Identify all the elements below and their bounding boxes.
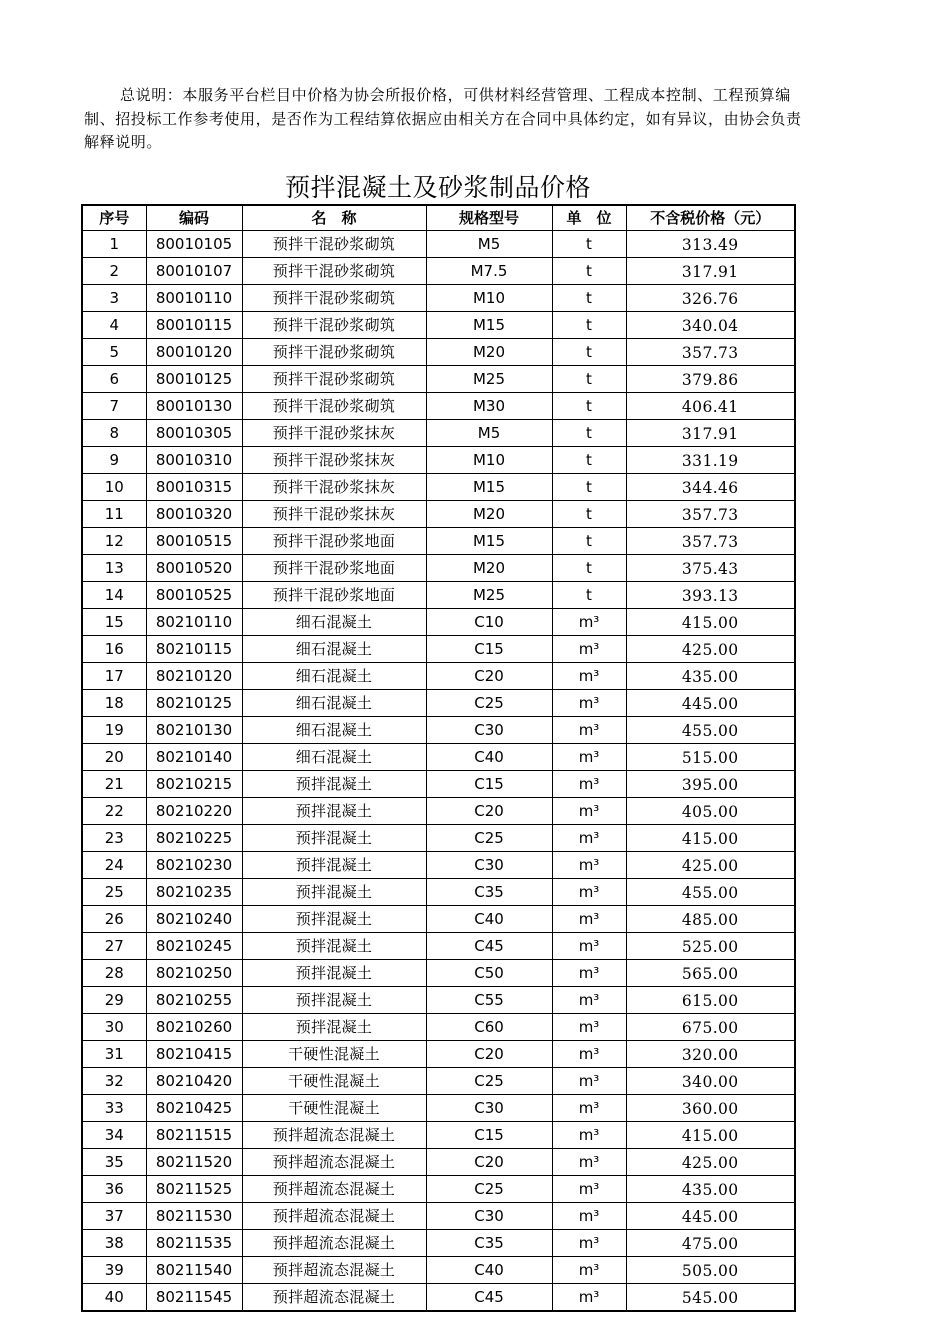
header-spec: 规格型号 xyxy=(426,205,552,231)
cell-name: 预拌干混砂浆抹灰 xyxy=(242,447,426,474)
cell-spec: M20 xyxy=(426,555,552,582)
cell-price: 415.00 xyxy=(626,1122,795,1149)
cell-name: 预拌干混砂浆砌筑 xyxy=(242,366,426,393)
cell-name: 预拌干混砂浆地面 xyxy=(242,555,426,582)
cell-no: 1 xyxy=(82,231,146,258)
cell-spec: C30 xyxy=(426,1203,552,1230)
cell-name: 预拌干混砂浆地面 xyxy=(242,528,426,555)
cell-unit: m³ xyxy=(552,906,626,933)
cell-unit: m³ xyxy=(552,879,626,906)
cell-spec: C25 xyxy=(426,825,552,852)
cell-unit: m³ xyxy=(552,663,626,690)
table-row xyxy=(82,258,795,285)
cell-no: 25 xyxy=(82,879,146,906)
cell-code: 80210220 xyxy=(146,798,242,825)
cell-code: 80210140 xyxy=(146,744,242,771)
cell-name: 干硬性混凝土 xyxy=(242,1095,426,1122)
cell-unit: t xyxy=(552,501,626,528)
table-row xyxy=(82,825,795,852)
header-unit: 单 位 xyxy=(552,205,626,231)
cell-no: 36 xyxy=(82,1176,146,1203)
cell-unit: m³ xyxy=(552,1122,626,1149)
cell-no: 7 xyxy=(82,393,146,420)
cell-name: 预拌超流态混凝土 xyxy=(242,1149,426,1176)
cell-price: 331.19 xyxy=(626,447,795,474)
cell-price: 317.91 xyxy=(626,420,795,447)
cell-no: 38 xyxy=(82,1230,146,1257)
header-no: 序号 xyxy=(82,205,146,231)
table-row xyxy=(82,1149,795,1176)
cell-unit: t xyxy=(552,582,626,609)
cell-no: 15 xyxy=(82,609,146,636)
cell-no: 18 xyxy=(82,690,146,717)
cell-spec: C50 xyxy=(426,960,552,987)
cell-spec: M25 xyxy=(426,582,552,609)
cell-no: 19 xyxy=(82,717,146,744)
cell-name: 预拌干混砂浆砌筑 xyxy=(242,285,426,312)
cell-code: 80210240 xyxy=(146,906,242,933)
cell-no: 34 xyxy=(82,1122,146,1149)
cell-price: 425.00 xyxy=(626,636,795,663)
cell-spec: C60 xyxy=(426,1014,552,1041)
table-row xyxy=(82,906,795,933)
cell-price: 435.00 xyxy=(626,1176,795,1203)
table-row xyxy=(82,1095,795,1122)
cell-spec: C40 xyxy=(426,744,552,771)
cell-unit: t xyxy=(552,312,626,339)
cell-price: 525.00 xyxy=(626,933,795,960)
header-code: 编码 xyxy=(146,205,242,231)
cell-name: 细石混凝土 xyxy=(242,717,426,744)
cell-code: 80211530 xyxy=(146,1203,242,1230)
cell-no: 11 xyxy=(82,501,146,528)
cell-code: 80010515 xyxy=(146,528,242,555)
cell-no: 10 xyxy=(82,474,146,501)
cell-price: 505.00 xyxy=(626,1257,795,1284)
cell-name: 预拌混凝土 xyxy=(242,933,426,960)
cell-price: 340.00 xyxy=(626,1068,795,1095)
header-price: 不含税价格（元） xyxy=(626,205,795,231)
cell-no: 24 xyxy=(82,852,146,879)
cell-price: 415.00 xyxy=(626,609,795,636)
cell-name: 干硬性混凝土 xyxy=(242,1041,426,1068)
cell-unit: m³ xyxy=(552,960,626,987)
cell-no: 12 xyxy=(82,528,146,555)
cell-spec: C20 xyxy=(426,798,552,825)
cell-name: 预拌超流态混凝土 xyxy=(242,1284,426,1312)
cell-spec: M30 xyxy=(426,393,552,420)
cell-name: 细石混凝土 xyxy=(242,663,426,690)
cell-price: 360.00 xyxy=(626,1095,795,1122)
cell-no: 23 xyxy=(82,825,146,852)
cell-no: 26 xyxy=(82,906,146,933)
cell-code: 80010105 xyxy=(146,231,242,258)
cell-code: 80210215 xyxy=(146,771,242,798)
cell-unit: m³ xyxy=(552,1095,626,1122)
cell-name: 预拌干混砂浆抹灰 xyxy=(242,420,426,447)
cell-price: 320.00 xyxy=(626,1041,795,1068)
cell-code: 80210130 xyxy=(146,717,242,744)
cell-spec: C30 xyxy=(426,1095,552,1122)
cell-unit: m³ xyxy=(552,1041,626,1068)
cell-no: 9 xyxy=(82,447,146,474)
cell-name: 预拌超流态混凝土 xyxy=(242,1203,426,1230)
cell-name: 预拌超流态混凝土 xyxy=(242,1257,426,1284)
cell-unit: t xyxy=(552,474,626,501)
cell-spec: C40 xyxy=(426,1257,552,1284)
cell-unit: m³ xyxy=(552,771,626,798)
cell-spec: C25 xyxy=(426,690,552,717)
cell-spec: C35 xyxy=(426,879,552,906)
cell-code: 80010125 xyxy=(146,366,242,393)
cell-no: 32 xyxy=(82,1068,146,1095)
cell-code: 80010130 xyxy=(146,393,242,420)
cell-code: 80010525 xyxy=(146,582,242,609)
cell-no: 14 xyxy=(82,582,146,609)
cell-spec: M10 xyxy=(426,285,552,312)
cell-spec: C40 xyxy=(426,906,552,933)
cell-no: 6 xyxy=(82,366,146,393)
cell-price: 515.00 xyxy=(626,744,795,771)
cell-price: 344.46 xyxy=(626,474,795,501)
cell-code: 80210110 xyxy=(146,609,242,636)
cell-name: 预拌干混砂浆砌筑 xyxy=(242,312,426,339)
table-row xyxy=(82,447,795,474)
cell-name: 预拌干混砂浆砌筑 xyxy=(242,231,426,258)
header-name: 名 称 xyxy=(242,205,426,231)
table-row xyxy=(82,852,795,879)
cell-unit: m³ xyxy=(552,987,626,1014)
table-row xyxy=(82,987,795,1014)
cell-unit: m³ xyxy=(552,1257,626,1284)
cell-spec: M20 xyxy=(426,339,552,366)
cell-unit: t xyxy=(552,339,626,366)
cell-price: 393.13 xyxy=(626,582,795,609)
table-row xyxy=(82,933,795,960)
general-note: 总说明：本服务平台栏目中价格为协会所报价格，可供材料经营管理、工程成本控制、工程预算编制、招投标工作参考使用，是否作为工程结算依据应由相关方在合同中具体约定，如有异议，由协会负责解释说明。 xyxy=(84,86,802,151)
table-row xyxy=(82,366,795,393)
table-row xyxy=(82,771,795,798)
cell-spec: M10 xyxy=(426,447,552,474)
cell-no: 21 xyxy=(82,771,146,798)
cell-code: 80210235 xyxy=(146,879,242,906)
cell-code: 80010320 xyxy=(146,501,242,528)
table-row xyxy=(82,798,795,825)
cell-unit: t xyxy=(552,285,626,312)
table-row xyxy=(82,528,795,555)
cell-name: 预拌干混砂浆砌筑 xyxy=(242,258,426,285)
cell-unit: t xyxy=(552,555,626,582)
cell-price: 375.43 xyxy=(626,555,795,582)
cell-code: 80210250 xyxy=(146,960,242,987)
cell-price: 326.76 xyxy=(626,285,795,312)
cell-name: 预拌干混砂浆砌筑 xyxy=(242,393,426,420)
cell-name: 预拌混凝土 xyxy=(242,987,426,1014)
cell-no: 33 xyxy=(82,1095,146,1122)
cell-spec: C15 xyxy=(426,1122,552,1149)
table-row xyxy=(82,690,795,717)
cell-price: 425.00 xyxy=(626,852,795,879)
cell-code: 80010110 xyxy=(146,285,242,312)
cell-price: 415.00 xyxy=(626,825,795,852)
cell-name: 预拌混凝土 xyxy=(242,960,426,987)
table-row xyxy=(82,339,795,366)
table-row xyxy=(82,285,795,312)
cell-no: 17 xyxy=(82,663,146,690)
cell-code: 80211520 xyxy=(146,1149,242,1176)
cell-code: 80010520 xyxy=(146,555,242,582)
cell-code: 80210115 xyxy=(146,636,242,663)
cell-no: 4 xyxy=(82,312,146,339)
price-table xyxy=(81,204,796,1312)
cell-unit: m³ xyxy=(552,636,626,663)
cell-no: 16 xyxy=(82,636,146,663)
cell-price: 675.00 xyxy=(626,1014,795,1041)
cell-unit: m³ xyxy=(552,852,626,879)
cell-name: 细石混凝土 xyxy=(242,636,426,663)
cell-unit: m³ xyxy=(552,1230,626,1257)
table-row xyxy=(82,609,795,636)
cell-price: 357.73 xyxy=(626,339,795,366)
cell-spec: C20 xyxy=(426,1149,552,1176)
cell-unit: m³ xyxy=(552,1149,626,1176)
table-row xyxy=(82,1176,795,1203)
table-row xyxy=(82,1068,795,1095)
cell-code: 80210255 xyxy=(146,987,242,1014)
cell-no: 40 xyxy=(82,1284,146,1312)
cell-code: 80210125 xyxy=(146,690,242,717)
cell-code: 80211540 xyxy=(146,1257,242,1284)
cell-unit: m³ xyxy=(552,825,626,852)
cell-price: 357.73 xyxy=(626,501,795,528)
cell-spec: M5 xyxy=(426,420,552,447)
cell-no: 5 xyxy=(82,339,146,366)
cell-price: 545.00 xyxy=(626,1284,795,1312)
cell-code: 80210225 xyxy=(146,825,242,852)
cell-unit: m³ xyxy=(552,1068,626,1095)
table-row xyxy=(82,960,795,987)
cell-spec: M15 xyxy=(426,474,552,501)
cell-name: 细石混凝土 xyxy=(242,690,426,717)
table-row xyxy=(82,1230,795,1257)
cell-unit: m³ xyxy=(552,1284,626,1312)
cell-name: 干硬性混凝土 xyxy=(242,1068,426,1095)
cell-spec: C15 xyxy=(426,771,552,798)
cell-code: 80211525 xyxy=(146,1176,242,1203)
table-row xyxy=(82,1122,795,1149)
cell-price: 313.49 xyxy=(626,231,795,258)
cell-code: 80210420 xyxy=(146,1068,242,1095)
cell-name: 预拌干混砂浆地面 xyxy=(242,582,426,609)
table-row xyxy=(82,231,795,258)
cell-no: 3 xyxy=(82,285,146,312)
cell-code: 80010120 xyxy=(146,339,242,366)
cell-no: 39 xyxy=(82,1257,146,1284)
cell-unit: m³ xyxy=(552,717,626,744)
table-row xyxy=(82,1284,795,1312)
table-row xyxy=(82,636,795,663)
cell-no: 29 xyxy=(82,987,146,1014)
cell-unit: t xyxy=(552,393,626,420)
cell-price: 445.00 xyxy=(626,1203,795,1230)
cell-price: 565.00 xyxy=(626,960,795,987)
cell-price: 357.73 xyxy=(626,528,795,555)
cell-name: 预拌混凝土 xyxy=(242,798,426,825)
cell-price: 405.00 xyxy=(626,798,795,825)
cell-code: 80211545 xyxy=(146,1284,242,1312)
cell-name: 预拌干混砂浆砌筑 xyxy=(242,339,426,366)
cell-price: 406.41 xyxy=(626,393,795,420)
cell-name: 预拌超流态混凝土 xyxy=(242,1122,426,1149)
cell-unit: m³ xyxy=(552,1014,626,1041)
cell-name: 预拌干混砂浆抹灰 xyxy=(242,501,426,528)
cell-code: 80210415 xyxy=(146,1041,242,1068)
table-header-row xyxy=(82,205,795,231)
table-row xyxy=(82,474,795,501)
cell-price: 475.00 xyxy=(626,1230,795,1257)
cell-price: 340.04 xyxy=(626,312,795,339)
page-title: 预拌混凝土及砂浆制品价格 xyxy=(284,173,591,202)
cell-name: 细石混凝土 xyxy=(242,609,426,636)
cell-unit: m³ xyxy=(552,933,626,960)
cell-name: 预拌混凝土 xyxy=(242,1014,426,1041)
cell-no: 30 xyxy=(82,1014,146,1041)
cell-spec: M7.5 xyxy=(426,258,552,285)
cell-name: 预拌混凝土 xyxy=(242,879,426,906)
cell-spec: M15 xyxy=(426,528,552,555)
table-row xyxy=(82,1014,795,1041)
cell-spec: C20 xyxy=(426,1041,552,1068)
cell-code: 80010115 xyxy=(146,312,242,339)
cell-unit: t xyxy=(552,231,626,258)
cell-spec: M5 xyxy=(426,231,552,258)
cell-spec: M25 xyxy=(426,366,552,393)
cell-no: 22 xyxy=(82,798,146,825)
cell-no: 8 xyxy=(82,420,146,447)
cell-price: 379.86 xyxy=(626,366,795,393)
cell-no: 28 xyxy=(82,960,146,987)
cell-spec: C20 xyxy=(426,663,552,690)
cell-code: 80210260 xyxy=(146,1014,242,1041)
table-row xyxy=(82,663,795,690)
cell-unit: t xyxy=(552,420,626,447)
cell-unit: t xyxy=(552,366,626,393)
cell-name: 预拌混凝土 xyxy=(242,771,426,798)
cell-unit: t xyxy=(552,528,626,555)
cell-spec: C25 xyxy=(426,1068,552,1095)
cell-code: 80210425 xyxy=(146,1095,242,1122)
cell-code: 80010107 xyxy=(146,258,242,285)
cell-spec: C55 xyxy=(426,987,552,1014)
cell-price: 445.00 xyxy=(626,690,795,717)
cell-spec: C35 xyxy=(426,1230,552,1257)
cell-spec: C30 xyxy=(426,852,552,879)
table-row xyxy=(82,555,795,582)
cell-spec: C45 xyxy=(426,1284,552,1312)
cell-spec: C25 xyxy=(426,1176,552,1203)
cell-name: 预拌超流态混凝土 xyxy=(242,1230,426,1257)
cell-price: 425.00 xyxy=(626,1149,795,1176)
table-row xyxy=(82,1257,795,1284)
cell-spec: M20 xyxy=(426,501,552,528)
cell-unit: m³ xyxy=(552,1203,626,1230)
cell-name: 预拌混凝土 xyxy=(242,852,426,879)
cell-unit: m³ xyxy=(552,690,626,717)
cell-code: 80210245 xyxy=(146,933,242,960)
cell-price: 485.00 xyxy=(626,906,795,933)
table-row xyxy=(82,582,795,609)
cell-no: 31 xyxy=(82,1041,146,1068)
cell-code: 80211535 xyxy=(146,1230,242,1257)
cell-code: 80210120 xyxy=(146,663,242,690)
table-body xyxy=(82,231,795,1312)
table-row xyxy=(82,717,795,744)
cell-no: 37 xyxy=(82,1203,146,1230)
table-row xyxy=(82,1203,795,1230)
cell-code: 80210230 xyxy=(146,852,242,879)
cell-unit: t xyxy=(552,258,626,285)
table-row xyxy=(82,312,795,339)
cell-price: 455.00 xyxy=(626,879,795,906)
cell-code: 80010315 xyxy=(146,474,242,501)
cell-spec: C30 xyxy=(426,717,552,744)
cell-name: 预拌混凝土 xyxy=(242,825,426,852)
cell-name: 预拌超流态混凝土 xyxy=(242,1176,426,1203)
cell-price: 435.00 xyxy=(626,663,795,690)
cell-unit: t xyxy=(552,447,626,474)
cell-name: 预拌干混砂浆抹灰 xyxy=(242,474,426,501)
cell-spec: C10 xyxy=(426,609,552,636)
cell-code: 80010310 xyxy=(146,447,242,474)
cell-price: 455.00 xyxy=(626,717,795,744)
cell-code: 80010305 xyxy=(146,420,242,447)
cell-unit: m³ xyxy=(552,1176,626,1203)
table-row xyxy=(82,744,795,771)
cell-spec: C45 xyxy=(426,933,552,960)
cell-no: 20 xyxy=(82,744,146,771)
cell-price: 395.00 xyxy=(626,771,795,798)
table-row xyxy=(82,420,795,447)
cell-spec: C15 xyxy=(426,636,552,663)
cell-code: 80211515 xyxy=(146,1122,242,1149)
table-row xyxy=(82,1041,795,1068)
cell-unit: m³ xyxy=(552,798,626,825)
cell-no: 13 xyxy=(82,555,146,582)
table-row xyxy=(82,879,795,906)
table-row xyxy=(82,393,795,420)
cell-price: 317.91 xyxy=(626,258,795,285)
cell-unit: m³ xyxy=(552,744,626,771)
cell-name: 预拌混凝土 xyxy=(242,906,426,933)
cell-name: 细石混凝土 xyxy=(242,744,426,771)
cell-price: 615.00 xyxy=(626,987,795,1014)
cell-no: 35 xyxy=(82,1149,146,1176)
table-row xyxy=(82,501,795,528)
cell-no: 2 xyxy=(82,258,146,285)
cell-spec: M15 xyxy=(426,312,552,339)
cell-no: 27 xyxy=(82,933,146,960)
cell-unit: m³ xyxy=(552,609,626,636)
